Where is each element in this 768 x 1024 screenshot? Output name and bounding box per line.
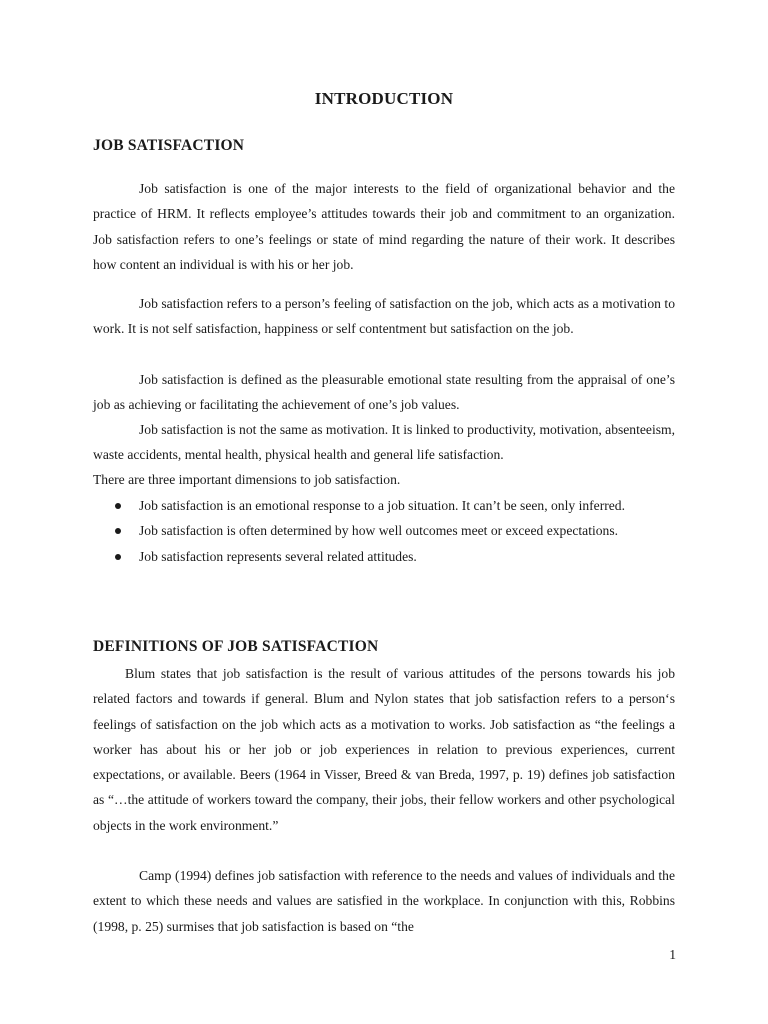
list-item	[93, 493, 675, 518]
section-heading-definitions: DEFINITIONS OF JOB SATISFACTION	[93, 638, 379, 655]
page-title: INTRODUCTION	[314, 89, 454, 108]
bullet-icon	[115, 528, 121, 534]
paragraph: Job satisfaction refers to a person’s feeling of satisfaction on the job, which acts as a motivation to work. It is not self satisfaction, happiness or self contentment but satisfaction on the job.	[93, 296, 675, 337]
paragraph: Job satisfaction is not the same as motivation. It is linked to productivity, motivation, absenteeism, waste accidents, mental health, physical health and general life satisfaction.	[93, 422, 675, 463]
paragraph: Blum states that job satisfaction is the result of various attitudes of the persons towards his job related factors and towards if general. Blum and Nylon states that job satisfaction refers to a person‘s feelings of satisfaction on the job which acts as a motivation to works. Job satisfaction as “the feelings a worker has about his or her job or job experiences in relation to previous experiences, current expectations, or available. Beers (1964 in Visser, Breed & van Breda, 1997, p. 19) defines job satisfaction as “…the attitude of workers toward the company, their jobs, their fellow workers and other psychological objects in the work environment.”	[93, 666, 675, 833]
bullet-list	[93, 493, 675, 569]
paragraph: Camp (1994) defines job satisfaction with reference to the needs and values of individuals and the extent to which these needs and values are satisfied in the workplace. In conjunction with this, Robbins (1998, p. 25) surmises that job satisfaction is based on “the	[93, 868, 675, 934]
list-item	[93, 518, 675, 543]
list-item-text: Job satisfaction is an emotional response to a job situation. It can’t be seen, only inferred.	[139, 498, 625, 513]
list-item	[93, 544, 675, 569]
paragraph: Job satisfaction is one of the major interests to the field of organizational behavior and the practice of HRM. It reflects employee’s attitudes towards their job and commitment to an organization. Job satisfaction refers to one’s feelings or state of mind regarding the nature of their work. It describes how content an individual is with his or her job.	[93, 181, 675, 272]
page-number: 1	[669, 947, 676, 962]
list-item-text: Job satisfaction is often determined by how well outcomes meet or exceed expectations.	[139, 523, 619, 539]
bullet-icon	[115, 503, 121, 509]
dimensions-intro: There are three important dimensions to job satisfaction.	[93, 472, 401, 487]
bullet-icon	[115, 554, 121, 560]
paragraph: Job satisfaction is defined as the pleasurable emotional state resulting from the appraisal of one’s job as achieving or facilitating the achievement of one’s job values.	[93, 372, 675, 413]
list-item-text: Job satisfaction represents several related attitudes.	[139, 548, 417, 564]
section-heading-job-satisfaction: JOB SATISFACTION	[93, 137, 245, 154]
